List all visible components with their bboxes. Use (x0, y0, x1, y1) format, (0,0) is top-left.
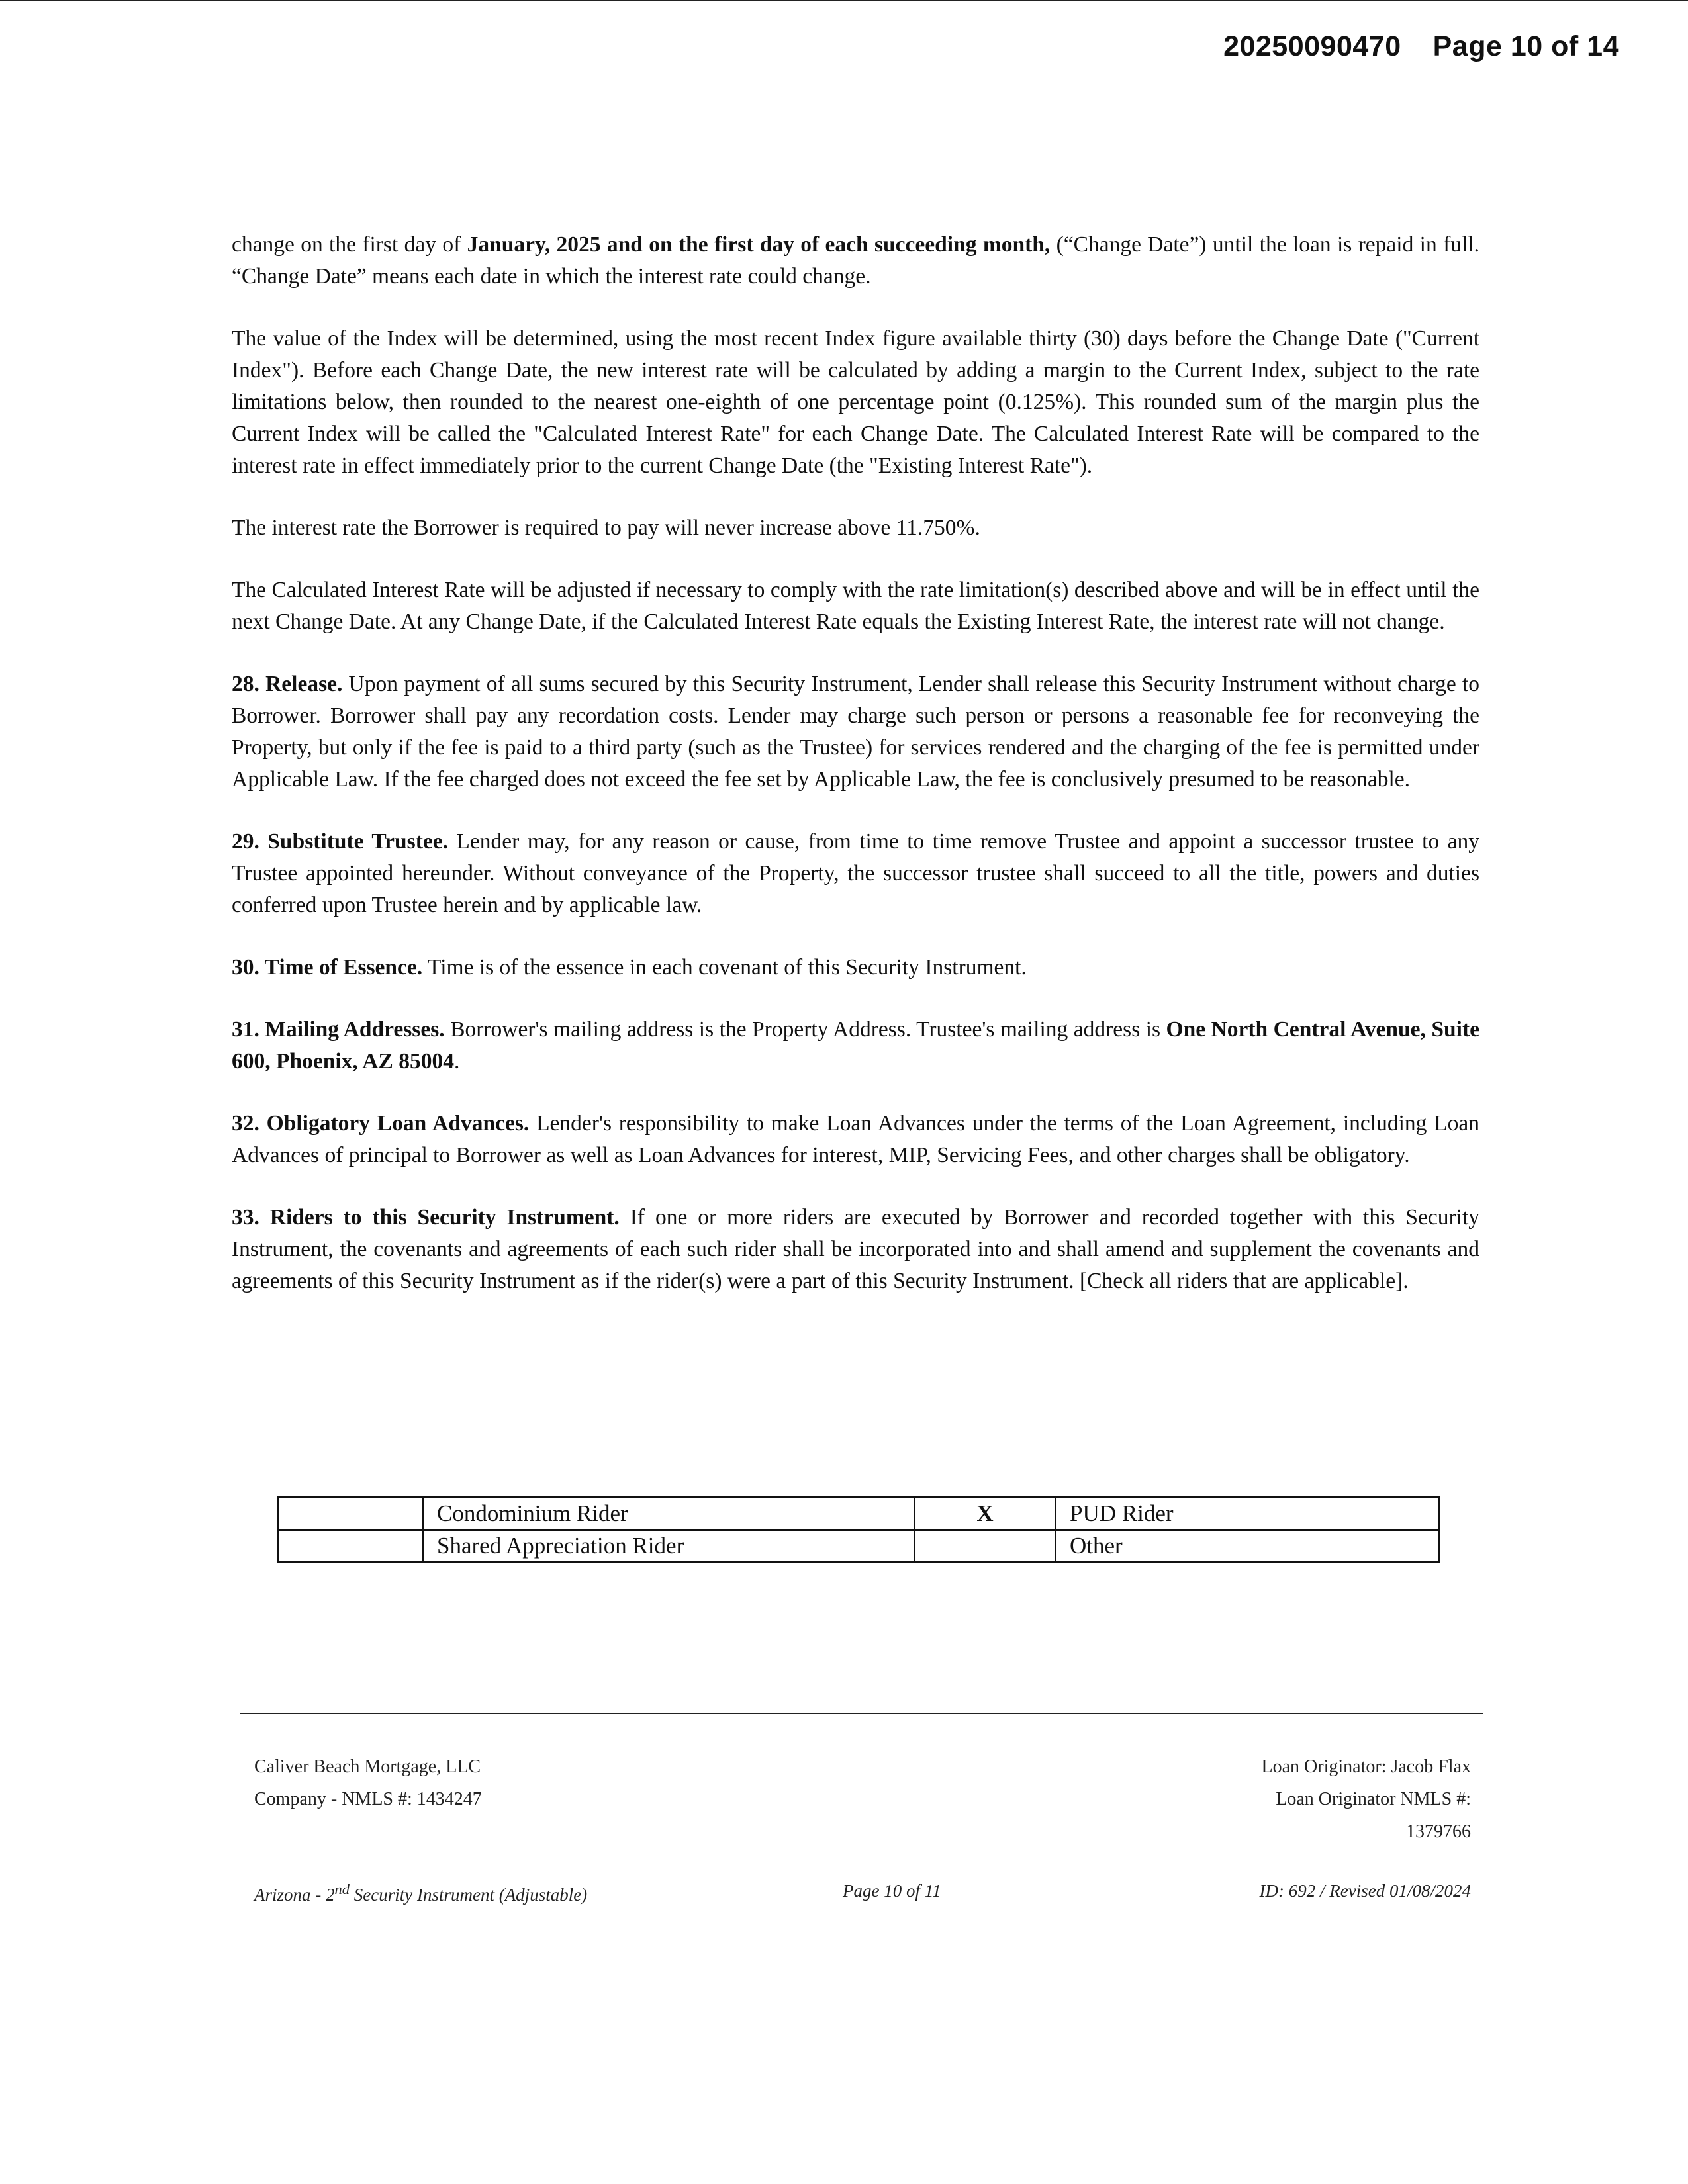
section-30-text: Time is of the essence in each covenant of this Security Instrument. (422, 955, 1027, 979)
rate-cap-paragraph: The interest rate the Borrower is required to pay will never increase above 11.750%. (232, 516, 980, 540)
document-body (232, 229, 1479, 1328)
form-name-part-2: Security Instrument (Adjustable) (350, 1885, 588, 1905)
form-name (254, 1881, 587, 1905)
riders-table (277, 1496, 1440, 1563)
change-text-1: change on the first day of (232, 232, 467, 257)
form-name-part-1: Arizona - 2 (254, 1885, 335, 1905)
section-32-text: Lender's responsibility to make Loan Advances under the terms of the Loan Agreement, including Loan Advances of principal to Borrower as well as Loan Advances for interest, MIP, Servicing Fees, and other charges shall be obligatory. (232, 1111, 1479, 1167)
originator-nmls-label: Loan Originator NMLS #: (1276, 1789, 1471, 1809)
footer-divider (240, 1713, 1483, 1714)
section-33-text: If one or more riders are executed by Borrower and recorded together with this Security Instrument, the covenants and agreements of each such rider shall be incorporated into and shall amend and supplement the covenants and agreements of this Security Instrument as if the rider(s) were a part of this Security Instrument. [Check all riders that are applicable]. (232, 1205, 1480, 1293)
table-row (278, 1498, 1440, 1530)
section-32-title: 32. Obligatory Loan Advances. (232, 1111, 530, 1136)
rate-adjust-paragraph: The Calculated Interest Rate will be adjusted if necessary to comply with the rate limitation(s) described above and will be in effect until the next Change Date. At any Change Date, if the Calculated Interest Rate equals the Existing Interest Rate, the interest rate will not change. (232, 578, 1479, 634)
section-29-text: Lender may, for any reason or cause, from time to time remove Trustee and appoint a successor trustee to any Trustee appointed hereunder. Without conveyance of the Property, the successor trustee shall succeed to all the title, powers and duties conferred upon Trustee herein and by applicable law. (232, 829, 1479, 917)
section-33-title: 33. Riders to this Security Instrument. (232, 1205, 620, 1230)
rider-label-shared-appreciation: Shared Appreciation Rider (423, 1530, 915, 1563)
rider-checkbox-pud[interactable]: X (915, 1498, 1056, 1530)
change-text-2: (“Change Date”) until the loan is repaid in full. “Change Date” means each date in which the interest rate could change. (232, 232, 1479, 289)
top-border-line (0, 0, 1688, 1)
section-31-text: Borrower's mailing address is the Property Address. Trustee's mailing address is (444, 1017, 1166, 1042)
section-29-substitute-trustee (232, 826, 1479, 921)
trustee-address: One North Central Avenue, Suite 600, Phoenix, AZ 85004 (232, 1017, 1479, 1073)
section-31-title: 31. Mailing Addresses. (232, 1017, 445, 1042)
change-date-paragraph (232, 229, 1479, 293)
recording-number: 20250090470 (1223, 30, 1401, 62)
section-31-end: . (453, 1049, 460, 1073)
index-paragraph: The value of the Index will be determined, using the most recent Index figure available thirty (30) days before the Change Date ("Current Index"). Before each Change Date, the new interest rate will be calculated by adding a margin to the Current Index, subject to the rate limitations below, then rounded to the nearest one-eighth of one percentage point (0.125%). This rounded sum of the margin plus the Current Index will be called the "Calculated Interest Rate" for each Change Date. The Calculated Interest Rate will be compared to the interest rate in effect immediately prior to the current Change Date (the "Existing Interest Rate"). (232, 326, 1479, 478)
section-30-time-of-essence (232, 952, 1479, 983)
section-28-title: 28. Release. (232, 672, 343, 696)
form-id: ID: 692 / Revised 01/08/2024 (1259, 1881, 1471, 1901)
section-28-release (232, 668, 1479, 796)
table-row (278, 1530, 1440, 1563)
originator-nmls: 1379766 (1406, 1821, 1471, 1842)
rider-checkbox-other[interactable] (915, 1530, 1056, 1563)
section-28-text: Upon payment of all sums secured by this Security Instrument, Lender shall release this Security Instrument without charge to Borrower. Borrower shall pay any recordation costs. Lender may charge such person or persons a reasonable fee for reconveying the Property, but only if the fee is paid to a third party (such as the Trustee) for services rendered and the charging of the fee is permitted under Applicable Law. If the fee charged does not exceed the fee set by Applicable Law, the fee is conclusively presumed to be reasonable. (232, 672, 1479, 792)
rider-label-pud: PUD Rider (1056, 1498, 1440, 1530)
rider-label-other: Other (1056, 1530, 1440, 1563)
change-text-bold: January, 2025 and on the first day of each succeeding month, (467, 232, 1051, 257)
section-33-riders (232, 1202, 1479, 1297)
recording-page: Page 10 of 14 (1432, 30, 1619, 62)
section-31-mailing-addresses (232, 1014, 1479, 1077)
footer-originator-block (1262, 1751, 1471, 1848)
originator-name: Loan Originator: Jacob Flax (1261, 1756, 1471, 1777)
company-nmls: Company - NMLS #: 1434247 (254, 1789, 482, 1809)
form-name-superscript: nd (334, 1881, 350, 1897)
recording-header (1223, 30, 1619, 63)
rider-label-condominium: Condominium Rider (423, 1498, 915, 1530)
section-30-title: 30. Time of Essence. (232, 955, 423, 979)
rider-checkbox-shared-appreciation[interactable] (278, 1530, 423, 1563)
rider-checkbox-condominium[interactable] (278, 1498, 423, 1530)
form-page-number: Page 10 of 11 (843, 1881, 941, 1901)
footer-company-block (254, 1751, 482, 1815)
company-name: Caliver Beach Mortgage, LLC (254, 1756, 481, 1777)
section-29-title: 29. Substitute Trustee. (232, 829, 448, 854)
section-32-loan-advances (232, 1108, 1479, 1171)
